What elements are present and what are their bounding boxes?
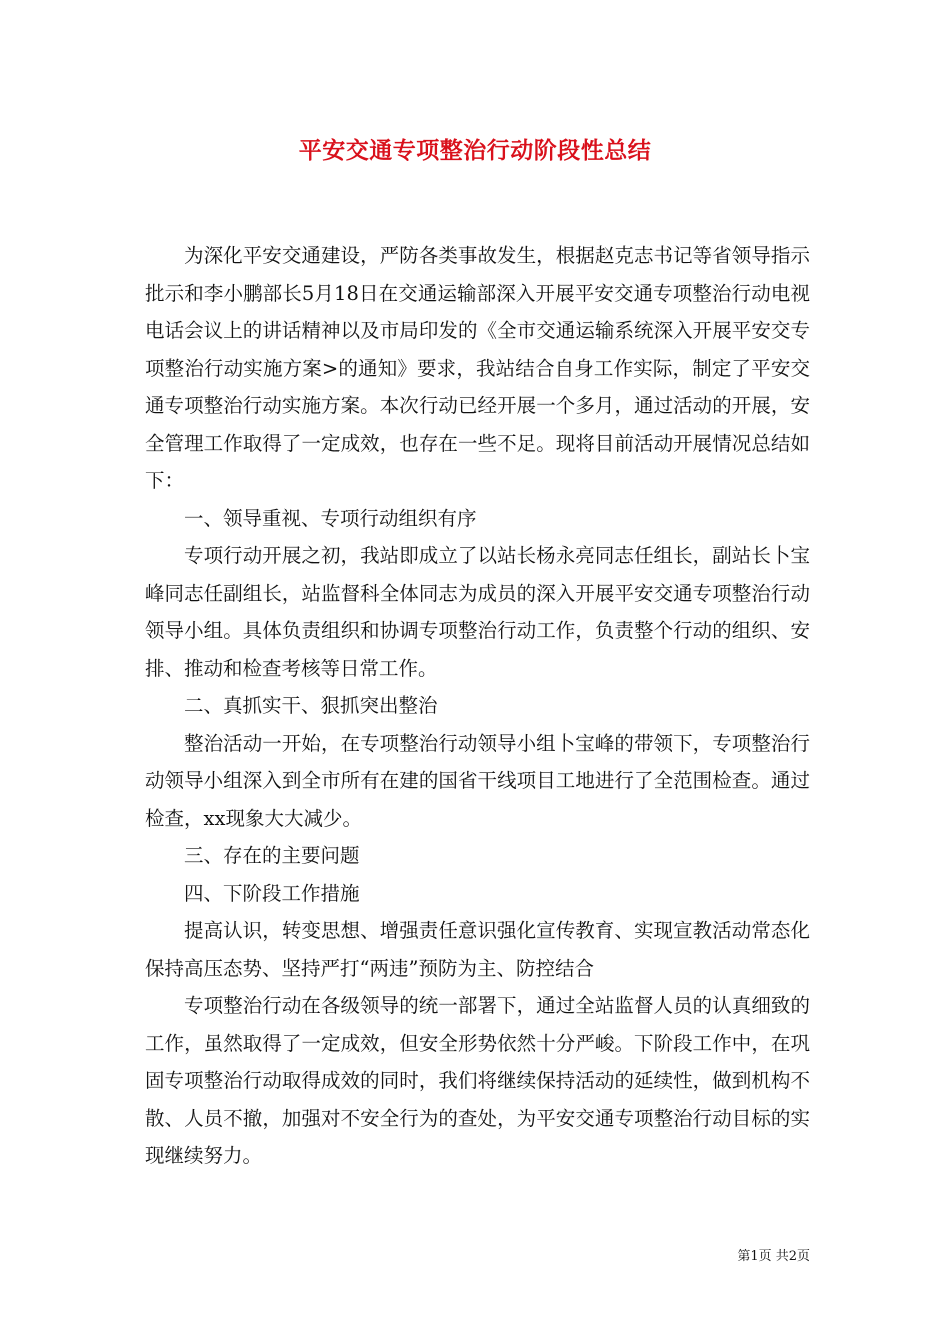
paragraph-conclusion: 专项整治行动在各级领导的统一部署下，通过全站监督人员的认真细致的工作，虽然取得了一定成效，但安全形势依然十分严峻。下阶段工作中，在巩固专项整治行动取得成效的同时，我们将继续保持活动的延续性，做到机构不散、人员不撤，加强对不安全行为的查处，为平安交通专项整治行动目标的实现继续努力。	[145, 994, 810, 1167]
section-heading-3: 三、存在的主要问题	[184, 844, 360, 867]
document-body	[145, 237, 810, 1175]
paragraph-intro: 为深化平安交通建设，严防各类事故发生，根据赵克志书记等省领导指示批示和李小鹏部长5月18日在交通运输部深入开展平安交通专项整治行动电视电话会议上的讲话精神以及市局印发的《全市交通运输系统深入开展平安交专项整治行动实施方案>的通知》要求，我站结合自身工作实际，制定了平安交通专项整治行动实施方案。本次行动已经开展一个多月，通过活动的开展，安全管理工作取得了一定成效，也存在一些不足。现将目前活动开展情况总结如下：	[145, 244, 810, 492]
section-heading-4: 四、下阶段工作措施	[184, 881, 360, 905]
section-heading-2: 二、真抓实干、狠抓突出整治	[184, 694, 438, 717]
paragraph-section-1: 专项行动开展之初，我站即成立了以站长杨永亮同志任组长，副站长卜宝峰同志任副组长，站监督科全体同志为成员的深入开展平安交通专项整治行动领导小组。具体负责组织和协调专项整治行动工作，负责整个行动的组织、安排、推动和检查考核等日常工作。	[145, 544, 810, 680]
page-number: 第1页 共2页	[737, 1249, 810, 1264]
document-title: 平安交通专项整治行动阶段性总结	[298, 137, 652, 164]
section-heading-1: 一、领导重视、专项行动组织有序	[184, 506, 477, 530]
paragraph-measures: 提高认识，转变思想、增强责任意识强化宣传教育、实现宣教活动常态化保持高压态势、坚持严打“两违”预防为主、防控结合	[145, 919, 810, 980]
paragraph-section-2: 整治活动一开始，在专项整治行动领导小组卜宝峰的带领下，专项整治行动领导小组深入到全市所有在建的国省干线项目工地进行了全范围检查。通过检查，xx现象大大减少。	[145, 731, 810, 830]
